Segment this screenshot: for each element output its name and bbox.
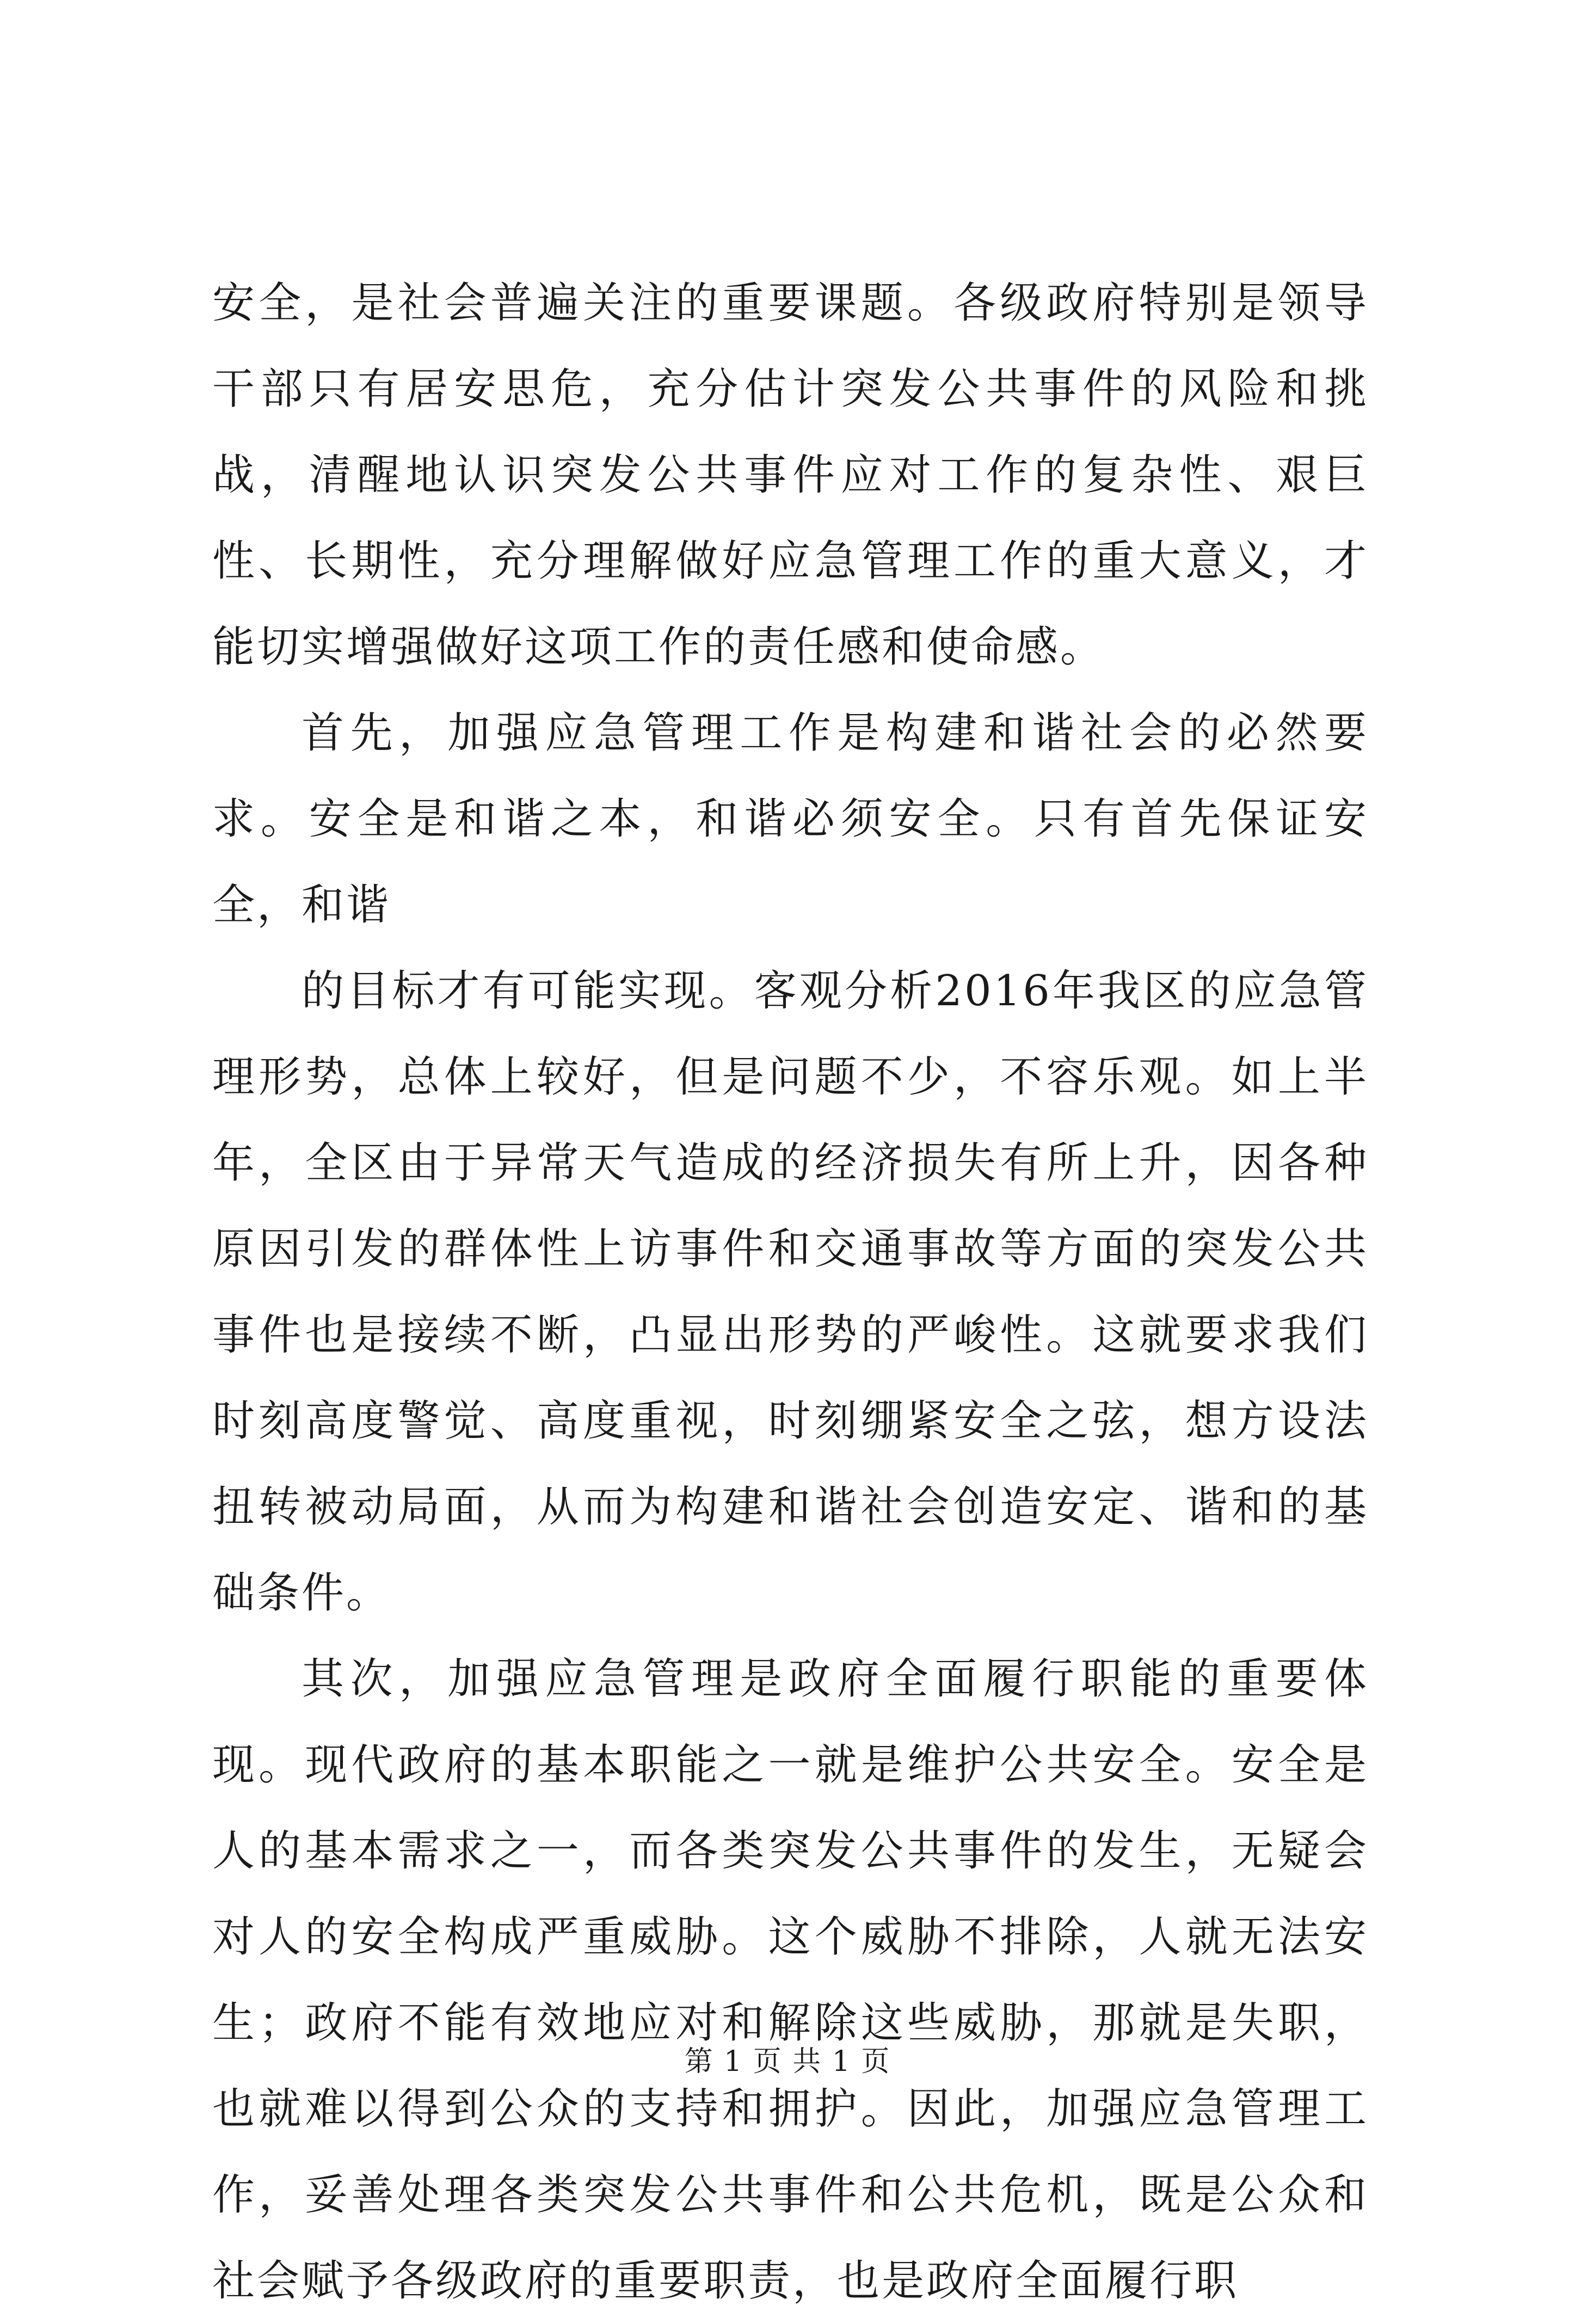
paragraph-continuation: 安全，是社会普遍关注的重要课题。各级政府特别是领导干部只有居安思危，充分估计突发公共事件的风险和挑战，清醒地认识突发公共事件应对工作的复杂性、艰巨性、长期性，充分理解做好应急管理工作的重大意义，才能切实增强做好这项工作的责任感和使命感。: [212, 279, 1369, 672]
page-number-footer: 第 1 页 共 1 页: [684, 2045, 891, 2078]
paragraph-first-point-continued: 的目标才有可能实现。客观分析2016年我区的应急管理形势，总体上较好，但是问题不少，不容乐观。如上半年，全区由于异常天气造成的经济损失有所上升，因各种原因引发的群体性上访事件和交通事故等方面的突发公共事件也是接续不断，凸显出形势的严峻性。这就要求我们时刻高度警觉、高度重视，时刻绷紧安全之弦，想方设法扭转被动局面，从而为构建和谐社会创造安定、谐和的基础条件。: [212, 967, 1369, 1618]
paragraph-second-point: 其次，加强应急管理是政府全面履行职能的重要体现。现代政府的基本职能之一就是维护公共安全。安全是人的基本需求之一，而各类突发公共事件的发生，无疑会对人的安全构成严重威胁。这个威胁不排除，人就无法安生；政府不能有效地应对和解除这些威胁，那就是失职，也就难以得到公众的支持和拥护。因此，加强应急管理工作，妥善处理各类突发公共事件和公共危机，既是公众和社会赋予各级政府的重要职责，也是政府全面履行职: [212, 1655, 1369, 2305]
paragraph-first-point: 首先，加强应急管理工作是构建和谐社会的必然要求。安全是和谐之本，和谐必须安全。只有首先保证安全，和谐: [212, 709, 1369, 930]
body-text: [212, 260, 1369, 2324]
